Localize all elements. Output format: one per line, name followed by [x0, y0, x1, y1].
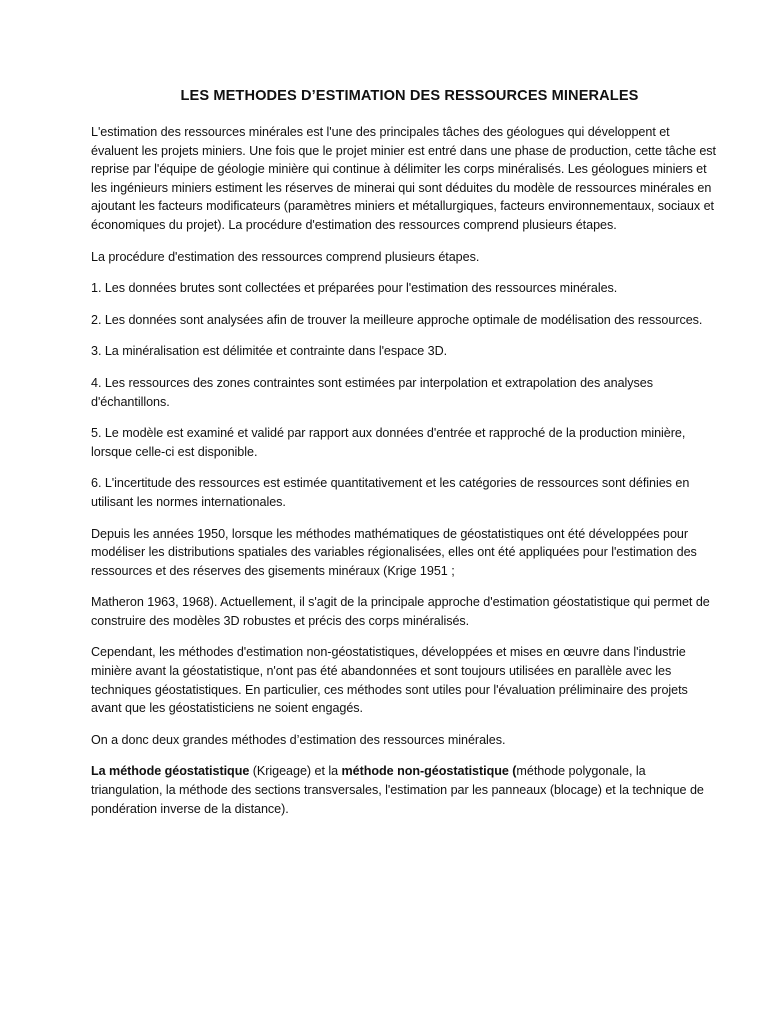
- text-methods-enumeration: méthode polygonale, la triangulation, la méthode des sections transversales, l'estimation par les panneaux (blocage) et la technique de pondération inverse de la distance).: [91, 764, 704, 816]
- paragraph-two-methods: On a donc deux grandes méthodes d’estimation des ressources minérales.: [91, 732, 506, 747]
- list-item-step-1: 1. Les données brutes sont collectées et préparées pour l'estimation des ressources minérales.: [91, 281, 618, 296]
- text-krigeage: (Krigeage) et la: [249, 764, 342, 779]
- list-item-step-3: 3. La minéralisation est délimitée et contrainte dans l'espace 3D.: [91, 344, 448, 359]
- bold-geostat-method: La méthode géostatistique: [91, 764, 250, 779]
- list-item-step-6: 6. L'incertitude des ressources est estimée quantitativement et les catégories de ressources sont définies en utilisant les normes internationales.: [91, 476, 690, 509]
- paragraph-methods-list: [91, 762, 716, 818]
- paragraph-matheron: Matheron 1963, 1968). Actuellement, il s'agit de la principale approche d'estimation géostatistique qui permet de construire des modèles 3D robustes et précis des corps minéralisés.: [91, 595, 710, 628]
- paragraph-history: Depuis les années 1950, lorsque les méthodes mathématiques de géostatistiques ont été développées pour modéliser les distributions spatiales des variables régionalisées, elles ont été appliquées pour l'estimation des ressources et des réserves des gisements minéraux (Krige 1951 ;: [91, 526, 697, 578]
- list-item-step-2: 2. Les données sont analysées afin de trouver la meilleure approche optimale de modélisation des ressources.: [91, 312, 703, 327]
- bold-non-geostat-method: méthode non-géostatistique (: [341, 764, 517, 779]
- paragraph-intro: L'estimation des ressources minérales est l'une des principales tâches des géologues qui développent et évaluent les projets miniers. Une fois que le projet minier est entré dans une phase de production, cette tâche est reprise par l'équipe de géologie minière qui continue à délimiter les corps minéralisés. Les géologues miniers et les ingénieurs miniers estiment les réserves de minerai qui sont déduites du modèle de ressources minérales en ajoutant les facteurs modificateurs (paramètres miniers et métallurgiques, facteurs environnementaux, sociaux et économiques du projet). La procédure d'estimation des ressources comprend plusieurs étapes.: [91, 125, 717, 232]
- paragraph-non-geostat: Cependant, les méthodes d'estimation non-géostatistiques, développées et mises en œuvre dans l'industrie minière avant la géostatistique, n'ont pas été abandonnées et sont toujours utilisées en parallèle avec les techniques géostatistiques. En particulier, ces méthodes sont utiles pour l'évaluation préliminaire des projets avant que les géostatisticiens ne soient engagés.: [91, 645, 688, 716]
- paragraph-procedure: La procédure d'estimation des ressources comprend plusieurs étapes.: [91, 249, 480, 264]
- list-item-step-5: 5. Le modèle est examiné et validé par rapport aux données d'entrée et rapproché de la production minière, lorsque celle-ci est disponible.: [91, 426, 686, 459]
- list-item-step-4: 4. Les ressources des zones contraintes sont estimées par interpolation et extrapolation des analyses d'échantillons.: [91, 375, 653, 409]
- document-title: LES METHODES D’ESTIMATION DES RESSOURCES MINERALES: [180, 88, 639, 104]
